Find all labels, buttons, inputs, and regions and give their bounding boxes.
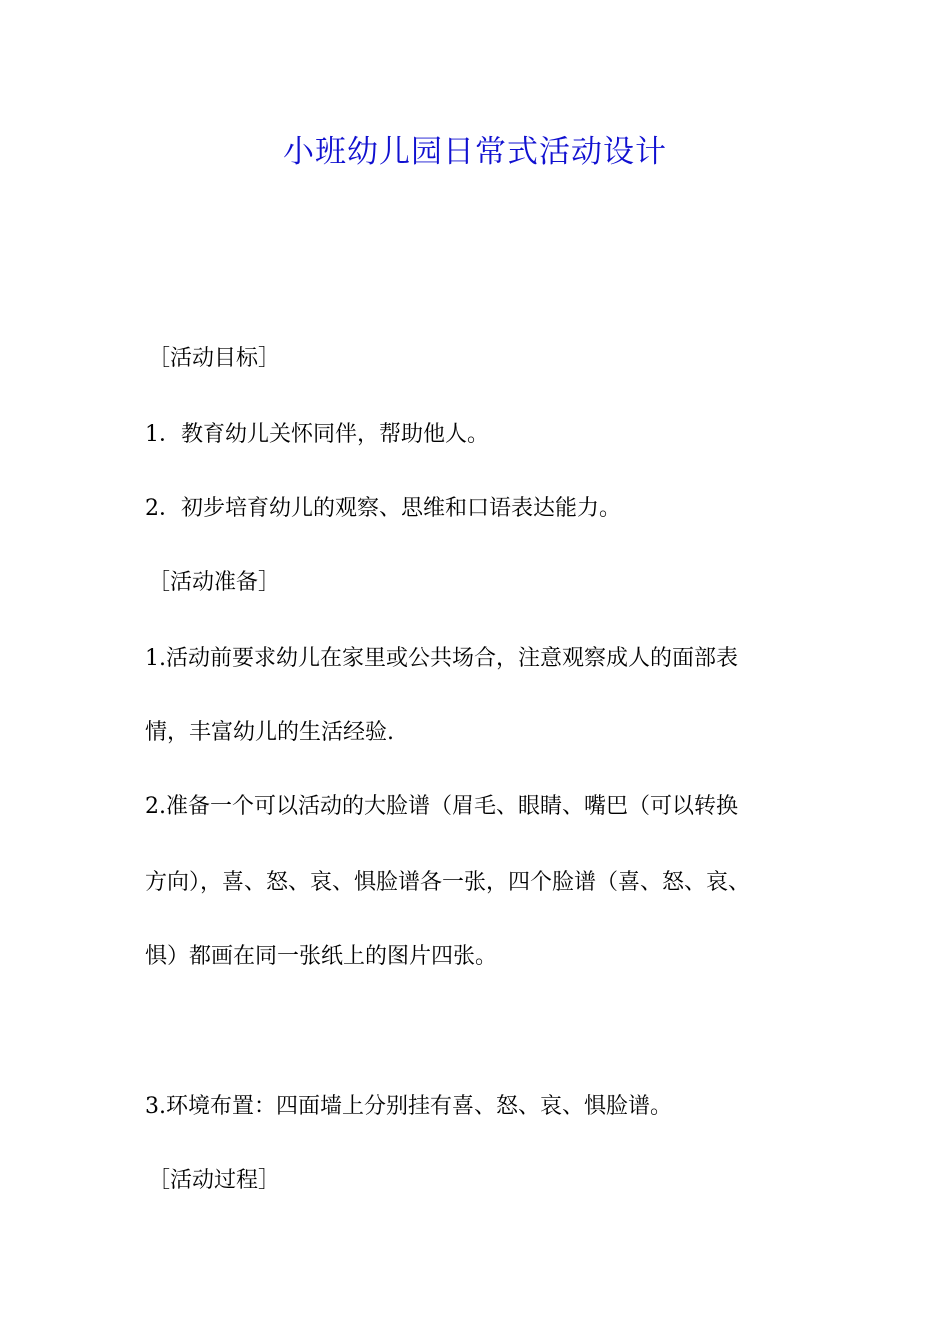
paragraph-line: 2．初步培育幼儿的观察、思维和口语表达能力。 — [145, 496, 621, 521]
paragraph-line: 方向），喜、怒、哀、惧脸谱各一张，四个脸谱（喜、怒、哀、 — [145, 870, 751, 895]
document-title: 小班幼儿园日常式活动设计 — [283, 134, 667, 170]
paragraph-line: 1．教育幼儿关怀同伴，帮助他人。 — [145, 422, 489, 447]
paragraph-line: 2.准备一个可以活动的大脸谱（眉毛、眼睛、嘴巴（可以转换 — [145, 794, 738, 819]
section-heading-goals: ［活动目标］ — [148, 346, 281, 371]
paragraph-line: 3.环境布置：四面墙上分别挂有喜、怒、哀、惧脸谱。 — [145, 1094, 672, 1119]
paragraph-line: 情，丰富幼儿的生活经验. — [145, 720, 394, 745]
section-heading-preparation: ［活动准备］ — [148, 570, 281, 595]
paragraph-line: 1.活动前要求幼儿在家里或公共场合，注意观察成人的面部表 — [145, 646, 738, 671]
section-heading-process: ［活动过程］ — [148, 1168, 281, 1193]
paragraph-line: 惧）都画在同一张纸上的图片四张。 — [145, 944, 498, 969]
